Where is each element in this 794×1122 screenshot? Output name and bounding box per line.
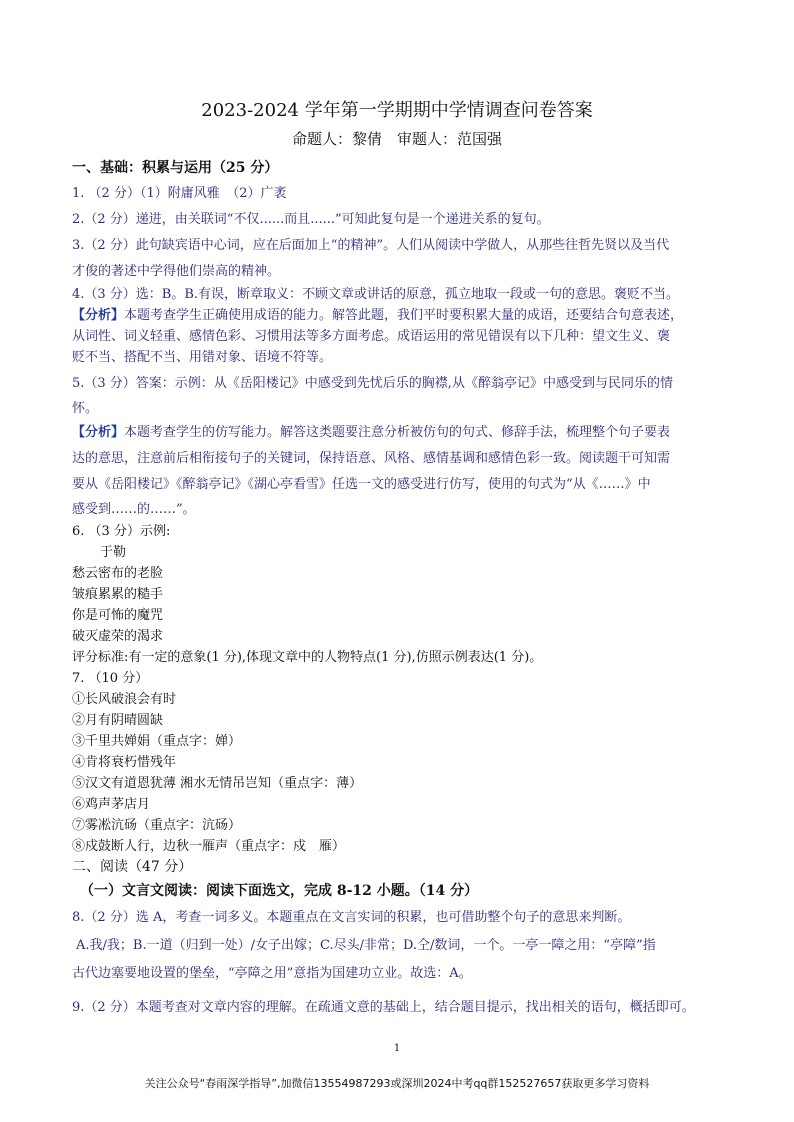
analysis-q5-3: 要从《岳阳楼记》《醉翁亭记》《湖心亭看雪》任选一文的感受进行仿写，使用的句式为“从《……》中 xyxy=(72,477,651,492)
analysis-q5-4: 感受到……的……”。 xyxy=(72,502,196,517)
analysis-q4-2: 从词性、词义轻重、感情色彩、习惯用法等多方面考虑。成语运用的常见错误有以下几种：望文生义、褒 xyxy=(72,329,671,344)
q7-item: ①长风破浪会有时 xyxy=(72,692,177,707)
answer-q2: 2.（2 分）递进，由关联词“不仅......而且......”可知此复句是一个递进关系的复句。 xyxy=(72,212,550,227)
answer-q1: 1. （2 分）（1）附庸风雅 （2）广袤 xyxy=(72,186,287,201)
q7-item: ②月有阴晴圆缺 xyxy=(72,713,164,728)
poem-line: 愁云密布的老脸 xyxy=(72,566,164,581)
q7-item: ⑦雾凇沆砀（重点字：沆砀） xyxy=(72,818,242,833)
q7-item: ⑧戍鼓断人行，边秋一雁声（重点字：戍 雁） xyxy=(72,839,346,854)
poem-line: 皱痕累累的糙手 xyxy=(72,587,164,602)
subsection-heading: （一）文言文阅读：阅读下面选文，完成 8-12 小题。（14 分） xyxy=(80,883,479,899)
analysis-q4-1 xyxy=(72,308,722,324)
section-heading-1: 一、基础：积累与运用（25 分） xyxy=(72,160,279,176)
answer-q3-cont: 才俊的著述中学得他们崇高的精神。 xyxy=(72,264,281,279)
section-heading-2: 二、阅读（47 分） xyxy=(72,859,193,875)
q7-item: ⑥鸡声茅店月 xyxy=(72,797,151,812)
poem-line: 破灭虚荣的渴求 xyxy=(72,629,164,644)
answer-q5: 5.（3 分）答案：示例：从《岳阳楼记》中感受到先忧后乐的胸襟,从《醉翁亭记》中感受到与民同乐的情 xyxy=(72,376,673,391)
answer-q8-cont: A.我/我；B.一道（归到一处）/女子出嫁；C.尽头/非常；D.仝/数词，一个。一亭一障之用：“亭障”指 xyxy=(76,938,656,953)
analysis-q5-2: 达的意思，注意前后相衔接句子的关键词，保持语意、风格、感情基调和感情色彩一致。阅读题干可知需 xyxy=(72,451,671,466)
analysis-q4-3: 贬不当、搭配不当、用错对象、语境不符等。 xyxy=(72,350,333,365)
q7-item: ④肯将衰朽惜残年 xyxy=(72,755,177,770)
answer-q5-cont: 怀。 xyxy=(72,401,99,416)
answer-q8: 8.（2 分）选 A，考查一词多义。本题重点在文言实词的积累，也可借助整个句子的意思来判断。 xyxy=(72,910,631,925)
scoring-criteria: 评分标准:有一定的意象(1 分),体现文章中的人物特点(1 分),仿照示例表达(1 分)。 xyxy=(72,650,543,665)
answer-q9: 9.（2 分）本题考查对文章内容的理解。在疏通文意的基础上，结合题目提示，找出相关的语句，概括即可。 xyxy=(72,1000,695,1015)
answer-q8-cont2: 古代边塞要地设置的堡垒，“亭障之用”意指为国建功立业。故选：A。 xyxy=(72,966,472,981)
analysis-text: 本题考查学生的仿写能力。解答这类题要注意分析被仿句的句式、修辞手法，梳理整个句子要表 xyxy=(124,425,671,440)
page-title: 2023-2024 学年第一学期期中学情调查问卷答案 xyxy=(201,100,593,121)
q7-item: ⑤汉文有道恩犹薄 湘水无情吊岂知（重点字：薄） xyxy=(72,776,363,791)
poem-line: 你是可怖的魔咒 xyxy=(72,608,164,623)
analysis-tag: 【分析】 xyxy=(72,425,125,440)
poem-title: 于勒 xyxy=(100,545,127,560)
answer-q3: 3.（2 分）此句缺宾语中心词，应在后面加上“的精神”。人们从阅读中学做人，从那些往哲先贤以及当代 xyxy=(72,238,670,253)
footer-notice: 关注公众号“春雨深学指导”,加微信13554987293或深圳2024中考qq群152527657获取更多学习资料 xyxy=(144,1077,650,1090)
answer-q6: 6. （3 分）示例: xyxy=(72,524,171,539)
analysis-tag: 【分析】 xyxy=(72,308,125,323)
analysis-q5-1 xyxy=(72,425,722,441)
answer-q4: 4.（3 分）选：B。B.有误，断章取义：不顾文章或讲话的原意，孤立地取一段或一句的意思。褒贬不当。 xyxy=(72,287,680,302)
analysis-text: 本题考查学生正确使用成语的能力。解答此题，我们平时要积累大量的成语，还要结合句意表述， xyxy=(124,308,684,323)
page-number: 1 xyxy=(393,1043,401,1054)
q7-item: ③千里共婵娟（重点字：婵） xyxy=(72,734,242,749)
authors-line: 命题人：黎倩 审题人：范国强 xyxy=(291,130,502,148)
answer-q7: 7. （10 分） xyxy=(72,671,149,686)
